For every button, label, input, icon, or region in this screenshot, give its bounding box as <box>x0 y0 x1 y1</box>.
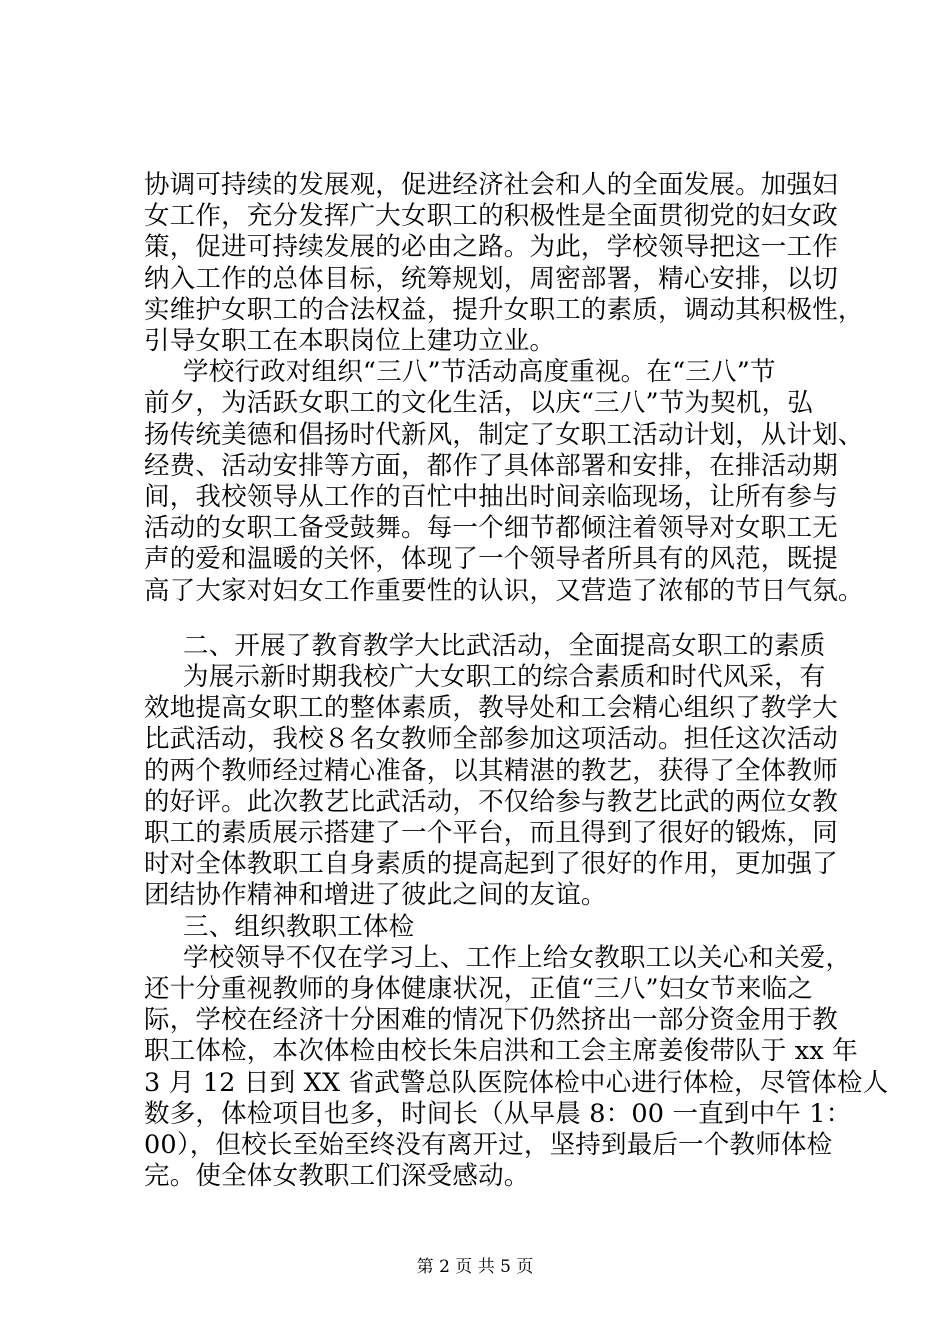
body-text-line: 高了大家对妇女工作重要性的认识，又营造了浓郁的节日气氛。 <box>144 576 864 606</box>
body-text-line: 实维护女职工的合法权益，提升女职工的素质，调动其积极性， <box>144 295 864 325</box>
body-text-line: 间，我校领导从工作的百忙中抽出时间亲临现场，让所有参与 <box>144 482 838 512</box>
body-text-line: 数多，体检项目也多，时间长（从早晨 8：00 一直到中午 1： <box>144 1099 852 1129</box>
body-text-line: 职工的素质展示搭建了一个平台，而且得到了很好的锻炼，同 <box>144 818 838 848</box>
body-text-line: 00），但校长至始至终没有离开过，坚持到最后一个教师体检 <box>144 1130 833 1160</box>
body-text-line: 活动的女职工备受鼓舞。每一个细节都倾注着领导对女职工无 <box>144 513 838 543</box>
body-text-line: 经费、活动安排等方面，都作了具体部署和安排，在排活动期 <box>144 451 838 481</box>
body-text-line: 还十分重视教师的身体健康状况，正值“三八”妇女节来临之 <box>144 974 813 1004</box>
body-text-line: 职工体检，本次体检由校长朱启洪和工会主席姜俊带队于 xx 年 <box>144 1036 858 1066</box>
paragraph-first-line: 学校领导不仅在学习上、工作上给女教职工以关心和关爱， <box>183 943 852 973</box>
body-text-line: 声的爱和温暖的关怀，体现了一个领导者所具有的风范，既提 <box>144 544 838 574</box>
section-heading-2: 二、开展了教育教学大比武活动，全面提高女职工的素质 <box>183 631 826 661</box>
body-text-line: 时对全体教职工自身素质的提高起到了很好的作用，更加强了 <box>144 849 838 879</box>
body-text-line: 的两个教师经过精心准备，以其精湛的教艺，获得了全体教师 <box>144 756 838 786</box>
paragraph-first-line: 为展示新时期我校广大女职工的综合素质和时代风采，有 <box>183 662 826 692</box>
body-text-line: 策，促进可持续发展的必由之路。为此，学校领导把这一工作 <box>144 232 838 262</box>
body-text-line: 前夕，为活跃女职工的文化生活，以庆“三八”节为契机，弘 <box>144 388 813 418</box>
section-heading-3: 三、组织教职工体检 <box>183 912 415 942</box>
page-number-footer: 第 2 页 共 5 页 <box>416 1257 534 1277</box>
body-text-line: 的好评。此次教艺比武活动，不仅给参与教艺比武的两位女教 <box>144 787 838 817</box>
body-text-line: 比武活动，我校８名女教师全部参加这项活动。担任这次活动 <box>144 724 838 754</box>
body-text-line: 团结协作精神和增进了彼此之间的友谊。 <box>144 880 607 910</box>
body-text-line: 协调可持续的发展观，促进经济社会和人的全面发展。加强妇 <box>144 170 838 200</box>
paragraph-first-line: 学校行政对组织“三八”节活动高度重视。在“三八”节 <box>183 357 776 387</box>
body-text-line: 效地提高女职工的整体素质，教导处和工会精心组织了教学大 <box>144 693 838 723</box>
body-text-line: 纳入工作的总体目标，统筹规划，周密部署，精心安排，以切 <box>144 264 838 294</box>
body-text-line: 完。使全体女教职工们深受感动。 <box>144 1161 530 1191</box>
body-text-line: 女工作，充分发挥广大女职工的积极性是全面贯彻党的妇女政 <box>144 201 838 231</box>
body-text-line: 3 月 12 日到 XX 省武警总队医院体检中心进行体检，尽管体检人 <box>144 1068 889 1098</box>
body-text-line: 际，学校在经济十分困难的情况下仍然挤出一部分资金用于教 <box>144 1005 838 1035</box>
body-text-line: 扬传统美德和倡扬时代新风，制定了女职工活动计划，从计划、 <box>144 420 864 450</box>
body-text-line: 引导女职工在本职岗位上建功立业。 <box>144 326 556 356</box>
